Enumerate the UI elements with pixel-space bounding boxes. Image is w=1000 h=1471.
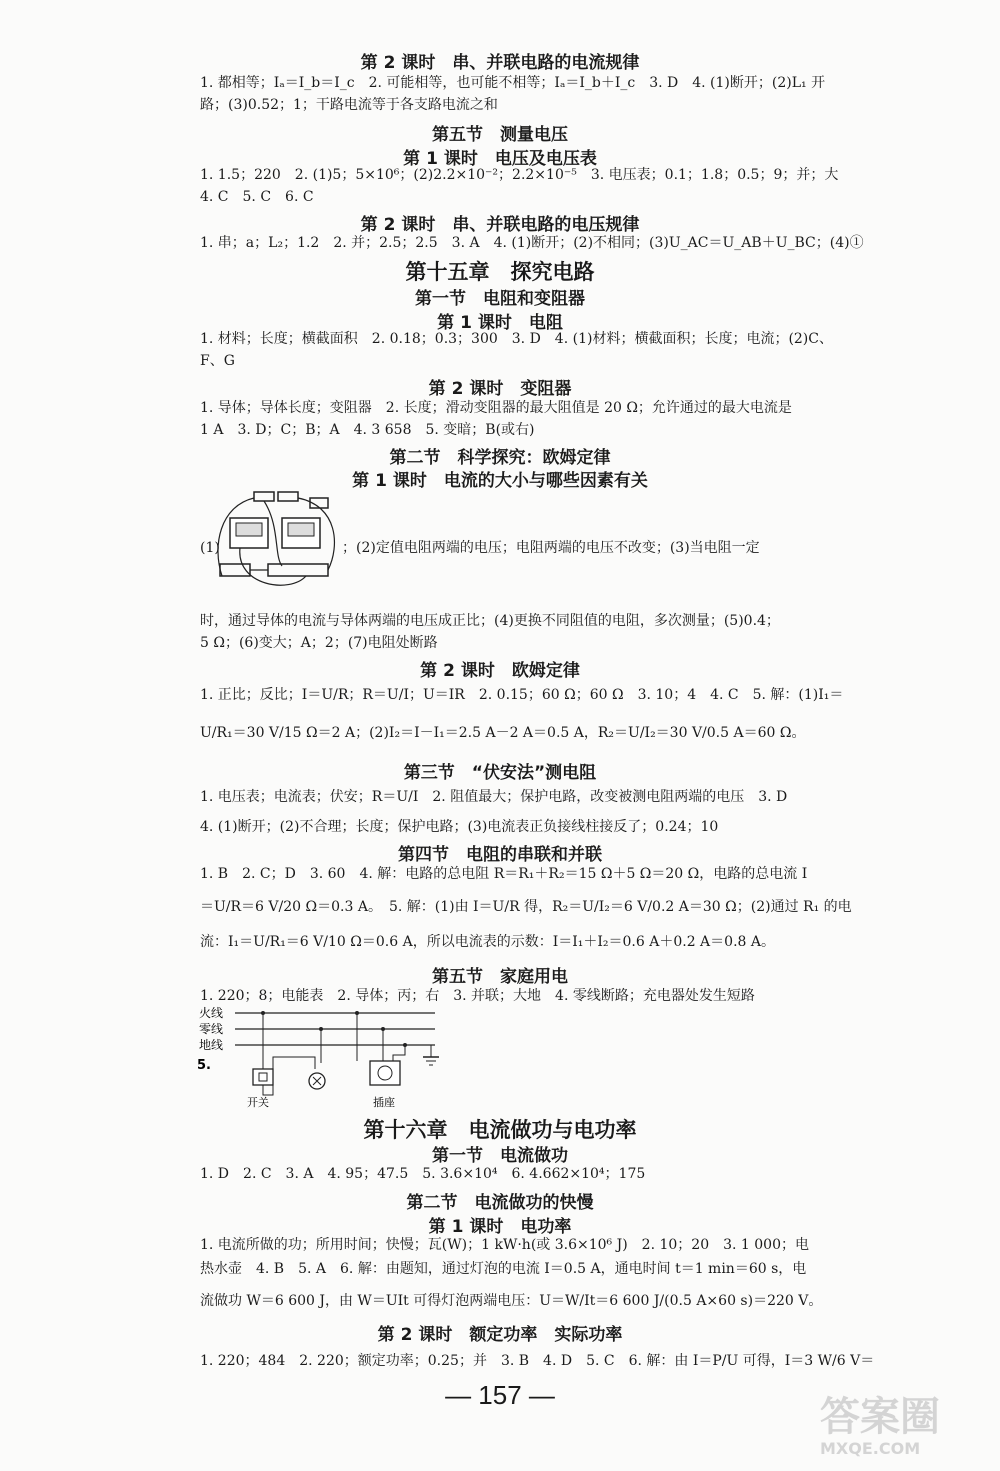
page-dash-left: —	[445, 1380, 472, 1410]
answer-line: 1. 都相等；Iₐ＝I_b＝I_c 2. 可能相等，也可能不相等；Iₐ＝I_b＋I_c 3. D 4. (1)断开；(2)L₁ 开	[200, 75, 826, 91]
lesson-title-current-law: 第 2 课时 串、并联电路的电流规律	[360, 53, 640, 73]
answer-line: 1. 220；8；电能表 2. 导体；丙；右 3. 并联；大地 4. 零线断路；充电器处发生短路	[200, 988, 755, 1004]
answer-line: ；(2)定值电阻两端的电压；电阻两端的电压不改变；(3)当电阻一定	[342, 540, 760, 556]
lesson-title-rated-power: 第 2 课时 额定功率 实际功率	[377, 1325, 623, 1345]
answer-line: 热水壶 4. B 5. A 6. 解：由题知，通过灯泡的电流 I＝0.5 A，通电时间 t＝1 min＝60 s，电	[200, 1261, 807, 1277]
circuit-apparatus-figure	[210, 486, 345, 598]
lesson-title-rheostat: 第 2 课时 变阻器	[428, 379, 572, 399]
section-title-electric-work: 第一节 电流做功	[432, 1146, 568, 1166]
section-title-resistance: 第一节 电阻和变阻器	[415, 289, 585, 309]
answer-line: 5 Ω；(6)变大；A；2；(7)电阻处断路	[200, 635, 438, 651]
answer-line: 1. 串；a；L₂；1.2 2. 并；2.5；2.5 3. A 4. (1)断开；(2)不相同；(3)U_AC＝U_AB＋U_BC；(4)①	[200, 235, 864, 251]
lesson-title-voltage-law: 第 2 课时 串、并联电路的电压规律	[360, 215, 640, 235]
lesson-title-ohms-law: 第 2 课时 欧姆定律	[420, 661, 580, 681]
chapter-title-15: 第十五章 探究电路	[405, 260, 595, 284]
wire-label-neutral: 零线	[199, 1022, 224, 1036]
answer-line: U/R₁＝30 V/15 Ω＝2 A；(2)I₂＝I－I₁＝2.5 A－2 A＝0.5 A，R₂＝U/I₂＝30 V/0.5 A＝60 Ω。	[200, 725, 806, 741]
answer-line: 1. 正比；反比；I＝U/R；R＝U/I；U＝IR 2. 0.15；60 Ω；60 Ω 3. 10；4 4. C 5. 解：(1)I₁＝	[200, 687, 844, 703]
answer-prefix: (1)	[200, 540, 220, 556]
section-title-voltammetry: 第三节 “伏安法”测电阻	[403, 763, 597, 783]
wire-label-ground: 地线	[199, 1038, 224, 1052]
answer-line: 1. 材料；长度；横截面积 2. 0.18；0.3；300 3. D 4. (1)材料；横截面积；长度；电流；(2)C、	[200, 331, 833, 347]
watermark-url: MXQE.COM	[820, 1439, 921, 1458]
page-dash-right: —	[528, 1380, 555, 1410]
answer-line: 1. 电流所做的功；所用时间；快慢；瓦(W)；1 kW·h(或 3.6×10⁶ J) 2. 10；20 3. 1 000；电	[200, 1237, 809, 1253]
section-title-household: 第五节 家庭用电	[432, 967, 568, 987]
answer-line: 路；(3)0.52；1；干路电流等于各支路电流之和	[200, 97, 498, 113]
socket-label: 插座	[373, 1096, 395, 1109]
answer-line: 1. D 2. C 3. A 4. 95；47.5 5. 3.6×10⁴ 6. 4.662×10⁴；175	[200, 1166, 646, 1182]
answer-line: 流做功 W＝6 600 J，由 W＝UIt 可得灯泡两端电压：U＝W/It＝6 600 J/(0.5 A×60 s)＝220 V。	[200, 1293, 823, 1309]
answer-line: 流：I₁＝U/R₁＝6 V/10 Ω＝0.6 A，所以电流表的示数：I＝I₁＋I₂＝0.6 A＋0.2 A＝0.8 A。	[200, 934, 775, 950]
answer-line: 1. 1.5；220 2. (1)5；5×10⁶；(2)2.2×10⁻²；2.2×10⁻⁵ 3. 电压表；0.1；1.8；0.5；9；并；大	[200, 167, 839, 183]
section-title-series-parallel: 第四节 电阻的串联和并联	[398, 845, 602, 865]
answer-line: 时，通过导体的电流与导体两端的电压成正比；(4)更换不同阻值的电阻，多次测量；(5)0.4；	[200, 613, 780, 629]
lesson-title-resistance: 第 1 课时 电阻	[437, 313, 563, 333]
watermark	[820, 1395, 940, 1458]
answer-line: 4. C 5. C 6. C	[200, 189, 314, 205]
wire-label-live: 火线	[199, 1006, 224, 1020]
answer-line: 1 A 3. D；C；B；A 4. 3 658 5. 变暗；B(或右)	[200, 422, 535, 438]
section-title-voltage: 第五节 测量电压	[432, 125, 568, 145]
question-5-label: 5.	[197, 1058, 211, 1073]
lesson-title-power: 第 1 课时 电功率	[428, 1217, 572, 1237]
answer-line: F、G	[200, 353, 235, 369]
answer-line: 1. 导体；导体长度；变阻器 2. 长度；滑动变阻器的最大阻值是 20 Ω；允许通过的最大电流是	[200, 400, 792, 416]
section-title-power-speed: 第二节 电流做功的快慢	[406, 1193, 594, 1213]
answer-line: 1. 电压表；电流表；伏安；R＝U/I 2. 阻值最大；保护电路，改变被测电阻两端的电压 3. D	[200, 789, 788, 805]
switch-label: 开关	[247, 1096, 269, 1109]
page-number: 157	[478, 1380, 522, 1410]
answer-line: 1. B 2. C；D 3. 60 4. 解：电路的总电阻 R＝R₁＋R₂＝15 Ω＋5 Ω＝20 Ω，电路的总电流 I	[200, 866, 808, 882]
section-title-ohms-law: 第二节 科学探究：欧姆定律	[389, 448, 611, 468]
answer-line: 4. (1)断开；(2)不合理；长度；保护电路；(3)电流表正负接线柱接反了；0.24；10	[200, 819, 719, 835]
lesson-title-current-factors: 第 1 课时 电流的大小与哪些因素有关	[352, 471, 648, 491]
watermark-logo: 答案圈	[820, 1394, 940, 1440]
answer-line: 1. 220；484 2. 220；额定功率；0.25；并 3. B 4. D 5. C 6. 解：由 I＝P/U 可得，I＝3 W/6 V＝	[200, 1353, 875, 1369]
household-wiring-diagram	[195, 1003, 455, 1111]
lesson-title-voltmeter: 第 1 课时 电压及电压表	[403, 149, 597, 169]
answer-line: ＝U/R＝6 V/20 Ω＝0.3 A。 5. 解：(1)由 I＝U/R 得，R₂＝U/I₂＝6 V/0.2 A＝30 Ω；(2)通过 R₁ 的电	[200, 899, 852, 915]
chapter-title-16: 第十六章 电流做功与电功率	[363, 1118, 637, 1142]
